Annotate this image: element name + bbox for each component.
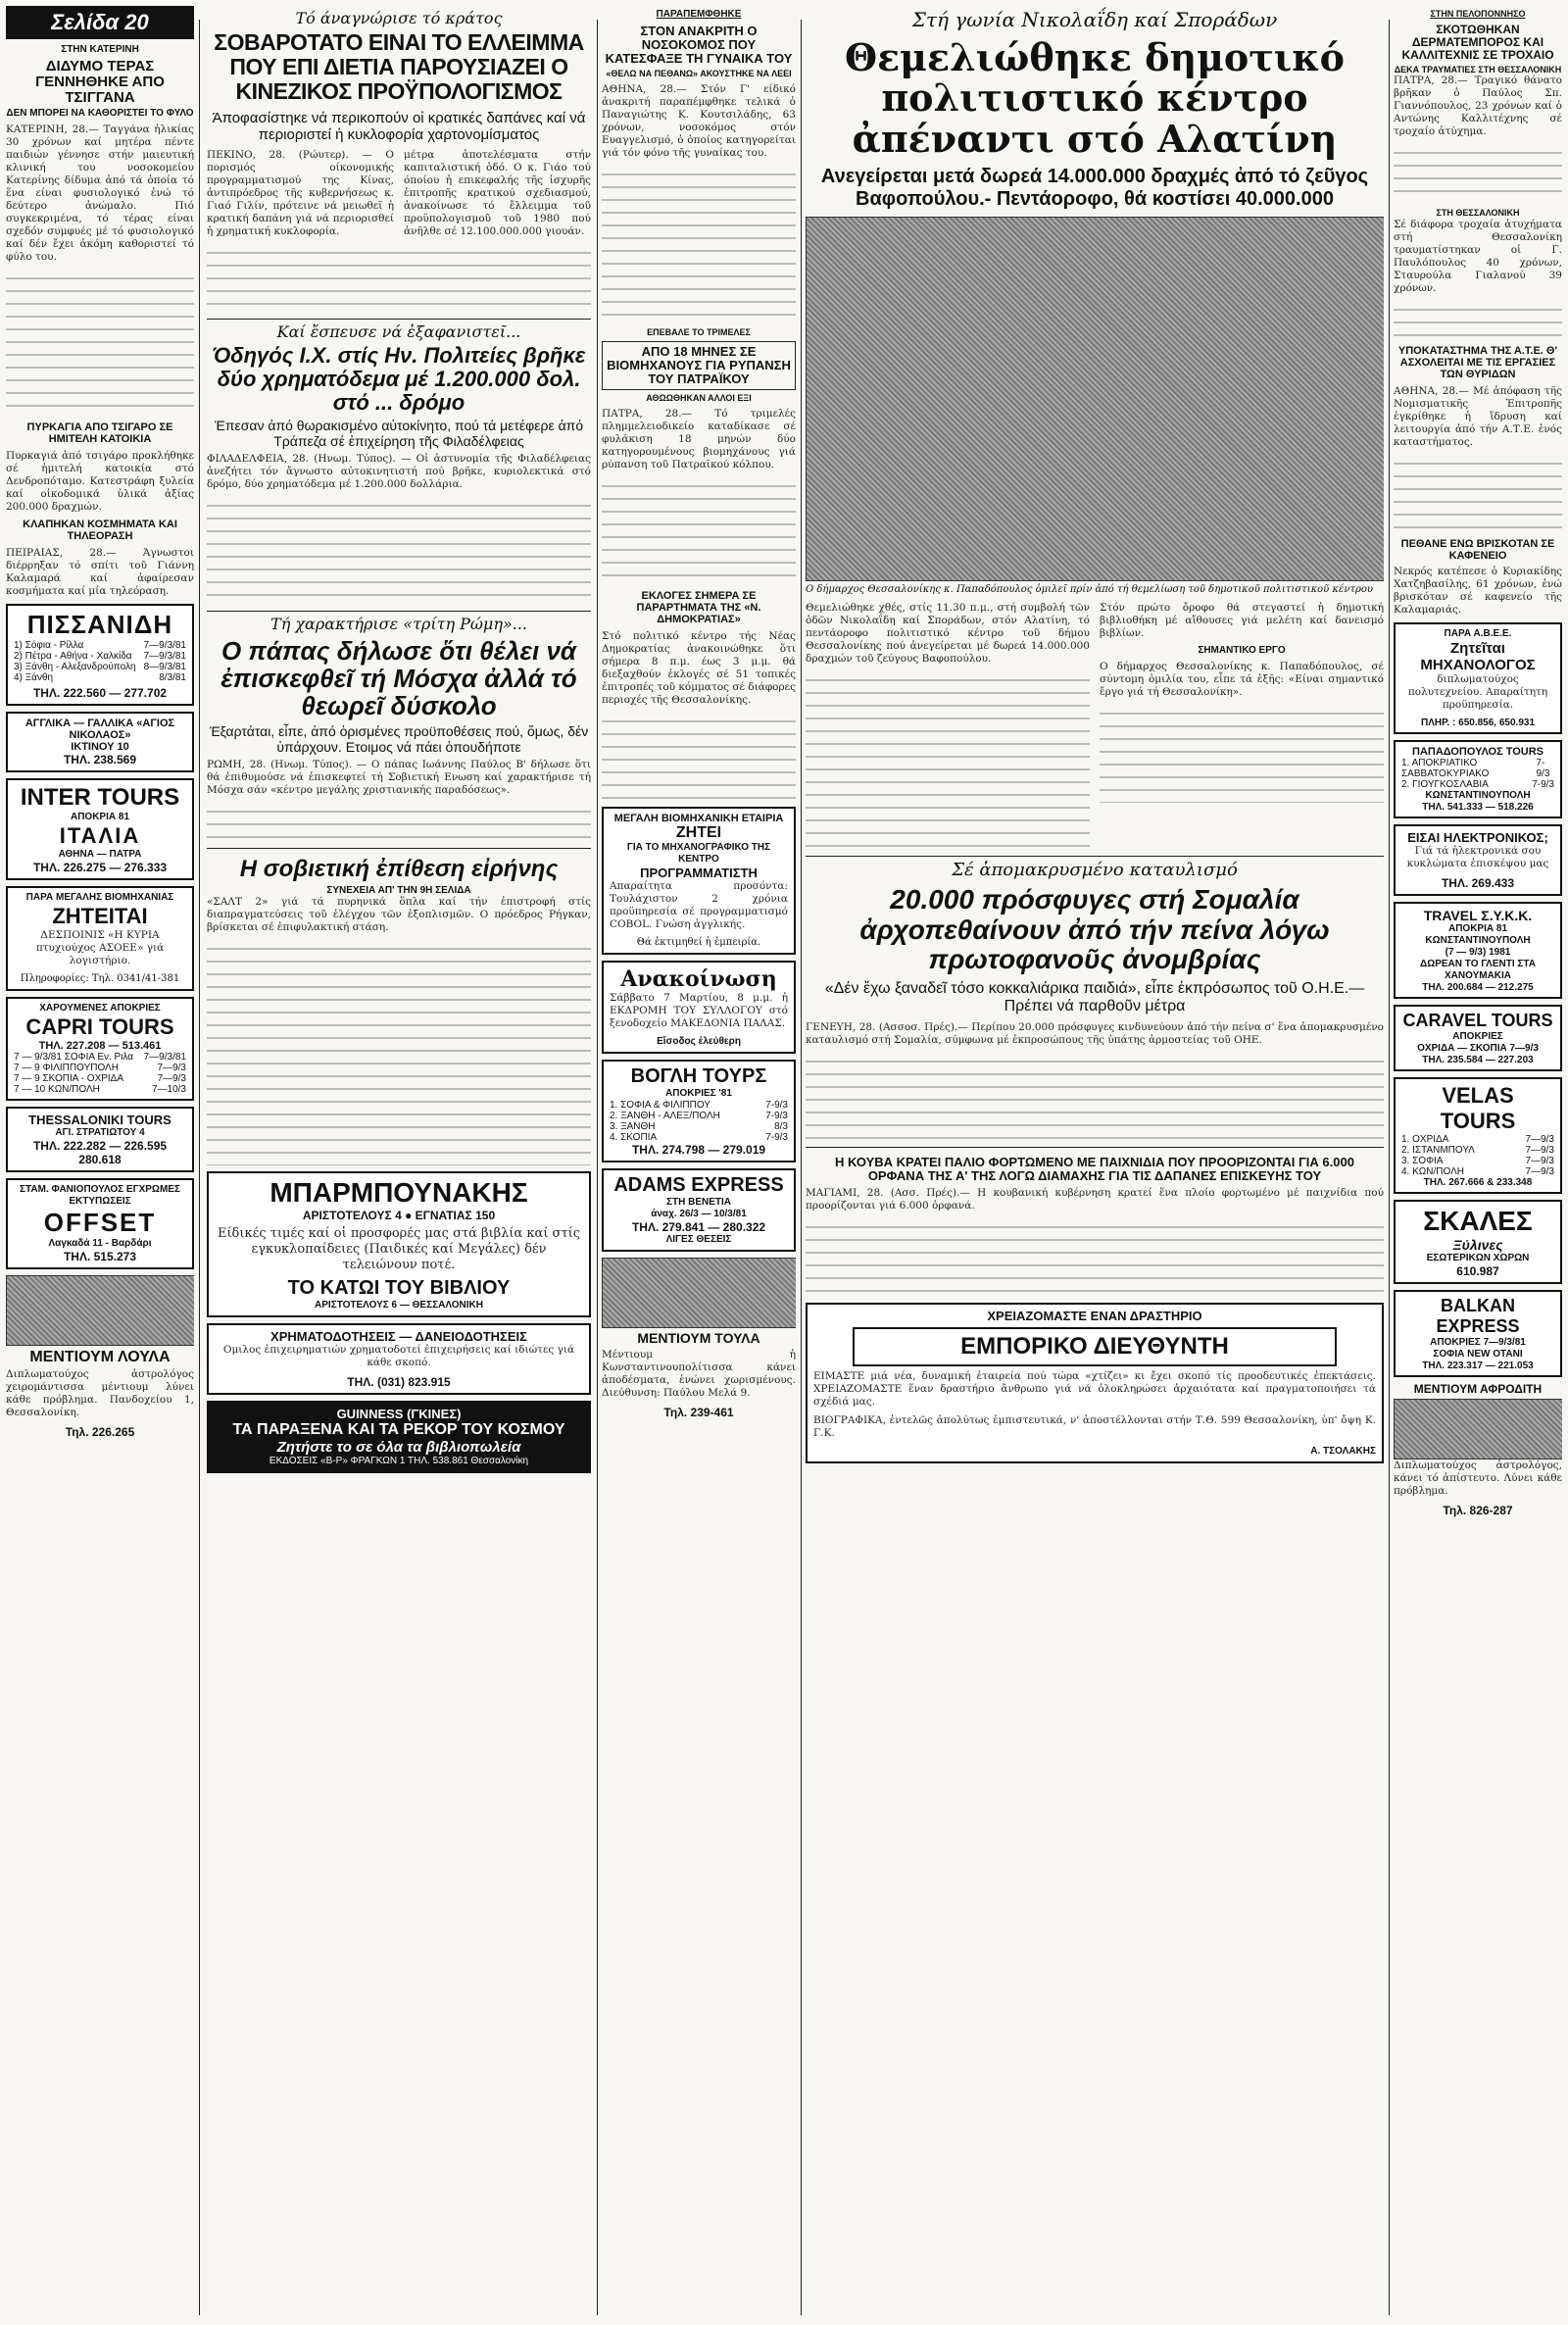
story-kicker: Τό άναγνώρισε τό κράτος	[295, 9, 503, 27]
ad-footer: ΕΚΔΟΣΕΙΣ «Β-Ρ» ΦΡΑΓΚΩΝ 1 ΤΗΛ. 538.861 Θεσσαλονίκη	[269, 1456, 529, 1467]
story-kicker: Καί ἔσπευσε νά ἐξαφανιστεῖ...	[276, 322, 521, 341]
route-dates: 7-9/3	[765, 1131, 788, 1143]
story-headline: Η ΚΟΥΒΑ ΚΡΑΤΕΙ ΠΑΛΙΟ ΦΟΡΤΩΜΕΝΟ ΜΕ ΠΑΙΧΝΙΔΙΑ ΠΟΥ ΠΡΟΟΡΙΖΟΝΤΑΙ ΓΙΑ 6.000 ΟΡΦΑΝΑ ΤΗΣ Α' ΤΗΣ ΛΟΓΩ ΔΙΑΜΑΧΗΣ ΓΙΑ ΤΙΣ ΔΑΠΑΝΕΣ ΕΠΙΣΚΕΥΗΣ ΤΟΥ	[835, 1155, 1354, 1184]
ad-body: ΕΙΜΑΣΤΕ μιά νέα, δυναμική ἑταιρεία πού τώρα «χτίζει» κι ἔχει σκοπό τίς προοδευτικές ἐπεκτάσεις. ΧΡΕΙΑΖΟΜΑΣΤΕ ἕναν δραστήριο ἄνθρωπο γιά νά ὀλοκληρώσει ἀρχαιότατα καί πραγματοποιήσει τά σχέδιά μας.	[813, 1370, 1376, 1409]
column-rule	[1389, 20, 1390, 2315]
story-body-filler	[602, 166, 796, 322]
ad-body: Ομιλος ἐπιχειρηματιών χρηματοδοτεί ἐπιχειρήσεις καί ιδιώτες γιά κάθε σκοπό.	[222, 1344, 575, 1369]
ad-line: (7 — 9/3) 1981	[1445, 947, 1511, 959]
ad-title: Ανακοίνωση	[620, 965, 777, 992]
ad-line: ΣΤΗ ΒΕΝΕΤΙΑ	[665, 1196, 731, 1208]
ad-body: ΒΙΟΓΡΑΦΙΚΑ, ἐντελῶς ἀπολύτως ἐμπιστευτικά, ν' ἀποστέλλονται στήν Τ.Θ. 599 Θεσσαλονίκη, ὑπ' ὄψη Κ. Γ.Κ.	[813, 1414, 1376, 1440]
ad-phone: ΤΗΛ. 227.208 — 513.461	[38, 1039, 162, 1052]
story-headline: ΣΤΟΝ ΑΝΑΚΡΙΤΗ Ο ΝΟΣΟΚΟΜΟΣ ΠΟΥ ΚΑΤΕΣΦΑΞΕ ΤΗ ΓΥΝΑΙΚΑ ΤΟΥ	[605, 23, 793, 66]
ad-line: ΚΩΝΣΤΑΝΤΙΝΟΥΠΟΛΗ	[1425, 790, 1531, 802]
ad-phone: ΤΗΛ. 235.584 — 227.203	[1422, 1055, 1534, 1066]
ad-guinness	[207, 1401, 591, 1473]
column-5	[1394, 0, 1562, 2325]
ad-title: ΕΙΣΑΙ ΗΛΕΚΤΡΟΝΙΚΟΣ;	[1407, 830, 1548, 846]
story-body-filler	[1394, 455, 1562, 533]
story-body-filler	[1394, 301, 1562, 340]
story-somalia	[806, 856, 1384, 1141]
story-tag: ΠΑΡΑΠΕΜΦΘΗΚΕ	[656, 9, 742, 20]
ad-phone: ΤΗΛ. (031) 823.915	[347, 1375, 451, 1390]
ad-phone: Τηλ. 226.265	[65, 1424, 135, 1439]
ad-address: ΑΡΙΣΤΟΤΕΛΟΥΣ 6 — ΘΕΣΣΑΛΟΝΙΚΗ	[315, 1300, 483, 1311]
story-body: ΠΕΙΡΑΙΑΣ, 28.— Άγνωστοι διέρρηξαν τό σπίτι τοῦ Γιάννη Καλαμαρά καί ἀφαίρεσαν κοσμήματα καί μία τηλεόραση.	[6, 546, 194, 597]
route-dates: 7—9/3	[1525, 1166, 1554, 1178]
route-row	[1401, 779, 1554, 790]
route-row	[610, 1132, 788, 1143]
ad-title: ΣΚΑΛΕΣ	[1423, 1206, 1533, 1237]
ad-body: διπλωματούχος πολυτεχνείου. Απαραίτητη προϋπηρεσία.	[1407, 673, 1548, 712]
route-list	[14, 640, 186, 683]
ad-title: ADAMS EXPRESS	[613, 1173, 784, 1196]
story-body-filler	[806, 671, 1090, 848]
ad-line: ΤΑ ΠΑΡΑΞΕΝΑ ΚΑΙ ΤΑ ΡΕΚΟΡ ΤΟΥ ΚΟΣΜΟΥ	[232, 1421, 565, 1439]
route-row	[14, 1073, 186, 1084]
story-headline: ΠΥΡΚΑΓΙΑ ΑΠΟ ΤΣΙΓΑΡΟ ΣΕ ΗΜΙΤΕΛΗ ΚΑΤΟΙΚΙΑ	[26, 421, 173, 446]
route-dates: 7—9/3	[157, 1072, 186, 1084]
story-body: ΠΑΤΡΑ, 28.— Τό τριμελές πλημμελειοδικείο καταδίκασε σέ φυλάκιση 18 μηνών δύο κατηγορουμένους βιομηχάνους γιά ρύπανση τοῦ Πατραϊκού κόλπου.	[602, 408, 796, 471]
story-kicker: ΕΠΕΒΑΛΕ ΤΟ ΤΡΙΜΕΛΕΣ	[647, 326, 751, 337]
ad-role: ΠΡΟΓΡΑΜΜΑΤΙΣΤΗ	[640, 865, 758, 880]
route-name: 7 — 9 ΦΙΛΙΠΠΟΥΠΟΛΗ	[14, 1062, 119, 1073]
route-dates: 8—9/3/81	[143, 661, 186, 672]
route-row	[14, 651, 186, 662]
ad-phone: ΤΗΛ. 279.841 — 280.322	[631, 1219, 766, 1234]
story-subhead: ΣΗΜΑΝΤΙΚΟ ΕΡΓΟ	[1198, 644, 1286, 656]
story-fire	[6, 422, 194, 514]
ad-title: ΜΕΝΤΙΟΥΜ ΛΟΥΛΑ	[29, 1348, 171, 1365]
ad-title: ΖΗΤΕΙ	[675, 823, 722, 841]
ad-offset	[6, 1178, 194, 1269]
ad-footer: Εἴσοδος ἐλεύθερη	[657, 1035, 741, 1047]
ad-address: ΑΡΙΣΤΟΤΕΛΟΥΣ 4 ● ΕΓΝΑΤΙΑΣ 150	[302, 1209, 496, 1223]
ad-velas-tours	[1394, 1077, 1562, 1194]
ad-title: ΕΜΠΟΡΙΚΟ ΔΙΕΥΘΥΝΤΗ	[853, 1327, 1337, 1366]
ad-body: Σάββατο 7 Μαρτίου, 8 μ.μ. ἡ ΕΚΔΡΟΜΗ ΤΟΥ ΣΥΛΛΟΓΟΥ στό ξενοδοχείο ΜΑΚΕΔΟΝΙΑ ΠΑΛΑΣ.	[610, 991, 788, 1029]
route-dates: 7—9/3	[1525, 1156, 1554, 1167]
story-body: ΦΙΛΑΔΕΛΦΕΙΑ, 28. (Ηνωμ. Τύπος). — Οἱ ἀστυνομία τῆς Φιλαδέλφειας ἀνεζήτει τόν ἄγνωστο αὐτοκινητιστή πού βρῆκε, κυριολεκτικά στό δρόμο, δύο χρηματόδεμα μέ 1.200.000 δολλάρια.	[207, 453, 591, 491]
ad-barbounakis	[207, 1171, 591, 1317]
route-row	[610, 1121, 788, 1132]
ad-signature: Α. ΤΣΟΛΑΚΗΣ	[1310, 1446, 1376, 1458]
ad-adams-express	[602, 1168, 796, 1252]
portrait-photo	[602, 1258, 796, 1328]
route-name: 4. ΣΚΟΠΙΑ	[610, 1131, 658, 1143]
route-list	[14, 1052, 186, 1095]
ad-phone: ΤΗΛ. 274.798 — 279.019	[631, 1142, 766, 1157]
ad-address: Λαγκαδά 11 - Βαρδάρι	[48, 1237, 152, 1249]
ad-line: ΑΠΟΚΡΙΕΣ 7—9/3/81	[1430, 1337, 1526, 1349]
route-row	[1401, 1166, 1554, 1177]
story-headline: ΥΠΟΚΑΤΑΣΤΗΜΑ ΤΗΣ Α.Τ.Ε. Θ' ΑΣΧΟΛΕΙΤΑΙ ΜΕ ΤΙΣ ΕΡΓΑΣΙΕΣ ΤΩΝ ΘΥΡΙΔΩΝ	[1397, 345, 1558, 380]
route-name: 7 — 9/3/81 ΣΟΦΙΑ Εν. Ριλα	[14, 1051, 134, 1063]
story-subhead: Έξαρτάται, εἶπε, ἀπό ὁρισμένες προϋποθέσεις πού, ὅμως, δέν ὑπάρχουν. Ετοιμος νά πάει ὁπουδήποτε	[209, 722, 589, 755]
route-row	[1401, 1156, 1554, 1166]
story-body: ΡΩΜΗ, 28. (Ηνωμ. Τύπος). — Ο πάπας Ιωάννης Παύλος Β' δήλωσε ὅτι θά ἐπιθυμούσε νά ἐπισκεφτεί τή Σοβιετική Ενωση καί χαρακτήρισε τή Μόσχα σάν «κέντρο μεγάλης χριστιανικής παραδόσεως».	[207, 758, 591, 796]
ad-phone: Πληροφορίες: Τηλ. 0341/41-381	[20, 972, 180, 984]
story-body: ΚΑΤΕΡΙΝΗ, 28.— Ταγγάνα ἡλικίας 30 χρόνων καί μητέρα πέντε παιδιών γέννησε στήν μαιευτική κλινική του νοσοκομείου Κατερίνης δίδυμα ἀπό τά ὁποία τό ἕνα είναι φυσιολογικό ἐνώ τό δεύτερο ἀνώμαλο. Πιό συγκεκριμένα, τό τέρας είναι σχεδόν συμφυές μέ τό φυσιολογικό καί δέν ἔχει ἀκόμη καθοριστεί τό φύλο του.	[6, 124, 194, 264]
ad-title: CAPRI TOURS	[25, 1014, 174, 1039]
story-subhead: Έπεσαν ἀπό θωρακισμένο αὐτοκίνητο, πού τά μετέφερε ἀπό Τράπεζα σέ ἐπιχείρηση τῆς Φιλαδέλφειας	[214, 418, 584, 450]
ad-title: ΠΙΣΣΑΝΙΔΗ	[26, 609, 173, 639]
ad-line: ἀναχ. 26/3 — 10/3/81	[651, 1208, 747, 1219]
ad-footer: Θά ἐκτιμηθεί ἡ ἐμπειρία.	[636, 936, 761, 948]
ad-papadopoulos-tours	[1394, 740, 1562, 818]
route-dates: 7—9/3/81	[143, 650, 186, 662]
ad-mentium-afroditi	[1394, 1383, 1562, 1517]
story-body-filler	[207, 244, 591, 313]
story-subhead: «ΘΕΛΩ ΝΑ ΠΕΘΑΝΩ» ΑΚΟΥΣΤΗΚΕ ΝΑ ΛΕΕΙ	[606, 68, 792, 78]
route-name: 4) Ξάνθη	[14, 671, 54, 683]
ad-kicker: ΣΤΑΜ. ΦΑΝΙΟΠΟΥΛΟΣ ΕΓΧΡΩΜΕΣ ΕΚΤΥΠΩΣΕΙΣ	[20, 1183, 180, 1207]
story-body: ΑΘΗΝΑ, 28.— Στόν Γ' είδικό ἀνακριτή παραπέμφθηκε τελικά ὁ Παναγιώτης Κ. Κουτσιλάδης, 63 χρόνων, νοσοκόμος στόν Ευαγγελισμό, ὁ ὁποίος κατηγορείται γιά τόν φόνο τῆς γυναίκας του.	[602, 82, 796, 159]
story-headline: ΣΟΒΑΡΟΤΑΤΟ ΕΙΝΑΙ ΤΟ ΕΛΛΕΙΜΜΑ ΠΟΥ ΕΠΙ ΔΙΕΤΙΑ ΠΑΡΟΥΣΙΑΖΕΙ Ο ΚΙΝΕΖΙΚΟΣ ΠΡΟΫΠΟΛΟΓΙΣΜΟΣ	[214, 29, 584, 104]
ad-agios-nikolaos	[6, 712, 194, 772]
story-kicker: ΣΥΝΕΧΕΙΑ ΑΠ' ΤΗΝ 9Η ΣΕΛΙΔΑ	[326, 884, 471, 896]
route-dates: 7-9/3	[1532, 779, 1554, 791]
story-body: ΠΑΤΡΑ, 28.— Τραγικό θάνατο βρῆκαν ὁ Παύλος Σπ. Γιαννόπουλος, 23 χρόνων καί ὁ Αντώνης Καλλιτέχνης σέ τροχαίο ἀτύχημα.	[1394, 74, 1562, 138]
ad-caravel-tours	[1394, 1005, 1562, 1071]
route-row	[610, 1100, 788, 1111]
story-body: Στό πολιτικό κέντρο τής Νέας Δημοκρατίας ἀνακοινώθηκε ὅτι σήμερα 8 π.μ. έως 3 μ.μ. θά διεξαχθούν ἐκλογές σέ 51 τοπικές ἐπιτροπές τοῦ κόμματος σέ διάφορες περιοχές τῆς Θεσσαλονίκης.	[602, 629, 796, 706]
story-headline: 20.000 πρόσφυγες στή Σομαλία ἀρχοπεθαίνουν ἀπό τήν πείνα λόγω πρωτοφανοῦς ἀνομβρίας	[859, 884, 1330, 974]
story-subhead: Ανεγείρεται μετά δωρεά 14.000.000 δραχμές ἀπό τό ζεῦγος Βαφοπούλου.- Πεντάοροφο, θά κοστίσει 40.000.000	[820, 165, 1369, 210]
ad-inter-tours	[6, 778, 194, 880]
route-dates: 7-9/3	[765, 1099, 788, 1111]
ad-line: ΣΟΦΙΑ NEW OTANI	[1433, 1349, 1523, 1360]
story-body: Πυρκαγιά ἀπό τσιγάρο προκλήθηκε σέ ἡμιτελή κατοικία στό Δενδροπόταμο. Κατεστράφη ξυλεία καί οἰκοδομικά ὑλικά ἀξίας 200.000 δραχμών.	[6, 449, 194, 513]
ad-title: INTER TOURS	[20, 783, 180, 811]
ad-line: ΑΠΟΚΡΙΕΣ	[1452, 1031, 1503, 1043]
column-2	[207, 0, 591, 2325]
ad-title: OFFSET	[43, 1207, 157, 1237]
story-body-filler	[806, 1053, 1384, 1141]
ad-vogli-tours	[602, 1060, 796, 1162]
story-body-col	[1100, 602, 1384, 848]
story-headline: Όδηγός Ι.Χ. στίς Ην. Πολιτείες βρῆκε δύο χρηματόδεμα μέ 1.200.000 δολ. στό ... δρόμο	[212, 343, 586, 415]
story-kicker: Τή χαρακτήρισε «τρίτη Ρώμη»...	[270, 615, 527, 634]
story-body-columns	[806, 602, 1384, 848]
story-cuba	[806, 1147, 1384, 1297]
route-row	[610, 1111, 788, 1121]
route-dates: 7—9/3/81	[143, 639, 186, 651]
ad-title: BALKAN EXPRESS	[1436, 1296, 1520, 1337]
ad-title: ΖΗΤΕΙΤΑΙ	[52, 903, 148, 928]
photo-caption: Ο δήμαρχος Θεσσαλονίκης κ. Παπαδόπουλος ὁμιλεῖ πρίν ἀπό τή θεμελίωση τοῦ δημοτικοῦ πολιτιστικοῦ κέντρου	[806, 583, 1373, 595]
ad-phone: ΤΗΛ. 515.273	[63, 1249, 137, 1263]
story-headline: Η σοβιετική ἐπίθεση εἰρήνης	[239, 855, 559, 882]
column-4	[806, 0, 1384, 2325]
story-body-columns	[207, 149, 591, 244]
story-soviet	[207, 848, 591, 1166]
route-name: 2. ΙΣΤΑΝΜΠΟΥΛ	[1401, 1145, 1475, 1157]
ad-line: ΔΩΡΕΑΝ ΤΟ ΓΛΕΝΤΙ ΣΤΑ ΧΑΝΟΥΜΑΚΙΑ	[1420, 959, 1536, 982]
route-row	[14, 640, 186, 651]
route-name: 4. ΚΩΝ/ΠΟΛΗ	[1401, 1166, 1464, 1178]
column-rule	[597, 20, 598, 2315]
ad-footer: ΛΙΓΕΣ ΘΕΣΕΙΣ	[665, 1233, 732, 1245]
ad-phone: 280.618	[78, 1152, 122, 1166]
story-body-col	[806, 602, 1090, 848]
column-rule	[199, 20, 200, 2315]
column-3	[602, 0, 796, 2325]
route-list	[610, 1100, 788, 1143]
story-body: Θεμελιώθηκε χθές, στίς 11.30 π.μ., στή συμβολή τῶν ὁδῶν Νικολαΐδη καί Σποράδων, στόν Αλατίνη, τό πεντάοροφο πολιτιστικό κέντρο τοῦ δήμου Θεσσαλονίκης πού ἀνεγείρεται μέ δωρεά 14.000.000 δραχμών τοῦ ζεύγους Βαφοπούλου.	[806, 601, 1090, 665]
ad-body: Γιά τά ἠλεκτρονικά σου κυκλώματα ἐπισκέψου μας	[1406, 845, 1549, 870]
ad-line: ΙΤΑΛΙΑ	[59, 822, 141, 848]
ad-slogan: ΤΟ ΚΑΤΩΙ ΤΟΥ ΒΙΒΛΙΟΥ	[287, 1277, 511, 1300]
story-body-filler	[207, 940, 591, 1165]
ad-mentium-loula	[6, 1275, 194, 1439]
story-headline: ΣΚΟΤΩΘΗΚΑΝ ΔΕΡΜΑΤΕΜΠΟΡΟΣ ΚΑΙ ΚΑΛΛΙΤΕΧΝΙΣ ΣΕ ΤΡΟΧΑΙΟ	[1401, 22, 1554, 62]
ad-title: CARAVEL TOURS	[1402, 1011, 1553, 1031]
story-subhead: «Δέν ἔχω ξαναδεῖ τόσο κοκκαλιάρικα παιδιά», εἶπε ἐκπρόσωπος τοῦ Ο.Η.Ε.— Πρέπει νά παρθοῦν μέτρα	[824, 980, 1365, 1015]
ad-zitite	[6, 886, 194, 991]
route-name: 3. ΞΑΝΘΗ	[610, 1120, 656, 1132]
ad-phone: ΤΗΛ. 200.684 — 212.275	[1422, 982, 1534, 994]
ad-phone: ΤΗΛ. 226.275 — 276.333	[32, 860, 168, 874]
story-body: Νεκρός κατέπεσε ὁ Κυριακίδης Χατζηβασίλης, 61 χρόνων, ἐνώ βρισκόταν σέ καφενείο τῆς Καλαμαριάς.	[1394, 566, 1562, 617]
story-body: ΜΑΓΙΑΜΙ, 28. (Ασσ. Πρές).— Η κουβανική κυβέρνηση κρατεί ἕνα πλοίο φορτωμένο μέ παιχνίδια πού προορίζονται γιά 6.000 ὀρφανά.	[806, 1187, 1384, 1212]
ad-phone: Τηλ. 239-461	[663, 1405, 734, 1419]
route-list	[1401, 1134, 1554, 1177]
ad-line: ΑΠΟΚΡΙΑ 81	[1447, 923, 1507, 935]
ad-title: ΒΟΓΛΗ ΤΟΥΡΣ	[630, 1064, 767, 1087]
route-row	[14, 1084, 186, 1095]
ad-address: ΙΚΤΙΝΟΥ 10	[71, 740, 129, 753]
story-body: Σέ διάφορα τροχαία ἀτυχήματα στή Θεσσαλονίκη τραυματίστηκαν οἱ Γ. Παυλόπουλος 40 χρόνων, Σταυρούλα Γιαλανού 39 χρόνων.	[1394, 219, 1562, 295]
ad-kicker: ΧΑΡΟΥΜΕΝΕΣ ΑΠΟΚΡΙΕΣ	[39, 1002, 161, 1014]
story-body: Στόν πρώτο ὄροφο θά στεγαστεί ἡ δημοτική βιβλιοθήκη μέ αἴθουσες γιά μελέτη καί δανεισμό βιβλίων.	[1100, 601, 1384, 639]
story-subhead: ΔΕΝ ΜΠΟΡΕΙ ΝΑ ΚΑΘΟΡΙΣΤΕΙ ΤΟ ΦΥΛΟ	[6, 108, 194, 120]
route-name: 3) Ξάνθη - Αλεξανδρούπολη	[14, 661, 136, 672]
story-body-filler	[602, 713, 796, 801]
story-body-filler	[1394, 144, 1562, 203]
column-1	[6, 0, 194, 2325]
story-body: Ο δήμαρχος Θεσσαλονίκης κ. Παπαδόπουλος, σέ σύντομη ὁμιλία του, εἶπε τά ἑξῆς: «Είναι σημαντικό ἔργο γιά τή Θεσσαλονίκη».	[1100, 660, 1384, 698]
route-name: 1) Σόφια - Ρίλλα	[14, 639, 84, 651]
ad-skales	[1394, 1200, 1562, 1284]
ad-industry	[602, 807, 796, 955]
story-body: ΓΕΝΕΥΗ, 28. (Ασσοσ. Πρές).— Περίπου 20.000 πρόσφυγες κινδυνεύουν ἀπό τήν πείνα σ' ἕνα ἀπομακρυσμένο καταυλισμό στή Σομαλία, σύμφωνα μέ ἐκπροσώπους τῆς ὑπάτης ἀρμοστείας τοῦ ΟΗΕ.	[806, 1021, 1384, 1047]
route-dates: 7-9/3	[765, 1110, 788, 1121]
route-name: 7 — 10 ΚΩΝ/ΠΟΛΗ	[14, 1083, 100, 1095]
ad-body: Απαραίτητα προσόντα: Τουλάχιστον 2 χρόνια προϋπηρεσία σέ προγραμματισμό COBOL. Γνώση ἀγγλικής.	[610, 879, 788, 930]
story-body-filler	[207, 803, 591, 842]
ad-electronics	[1394, 824, 1562, 896]
route-row	[1401, 758, 1554, 779]
ad-title: ΜΕΝΤΙΟΥΜ ΤΟΥΛΑ	[637, 1329, 760, 1346]
ad-line: ΕΣΩΤΕΡΙΚΩΝ ΧΩΡΩΝ	[1426, 1253, 1530, 1264]
ad-title: THESSALONIKI TOURS	[28, 1112, 172, 1127]
story-body-filler	[602, 477, 796, 585]
ad-phone: Τηλ. 826-287	[1443, 1504, 1513, 1518]
ad-phone: ΤΗΛ. 223.317 — 221.053	[1422, 1360, 1534, 1372]
story-tag: ΣΤΗΝ ΠΕΛΟΠΟΝΝΗΣΟ	[1430, 9, 1526, 19]
ad-phone: ΤΗΛ. 222.282 — 226.595	[32, 1138, 168, 1153]
route-dates: 7—9/3	[1525, 1134, 1554, 1146]
ad-line: Ζητήστε το σε όλα τα βιβλιοπωλεία	[276, 1439, 521, 1457]
route-dates: 8/3/81	[159, 671, 186, 683]
route-name: 2) Πέτρα - Αθήνα - Χαλκίδα	[14, 650, 132, 662]
ad-title: VELAS TOURS	[1440, 1083, 1516, 1134]
story-body: μέτρα ἀποτελέσματα στήν καπιταλιστική ὁδό. Ο κ. Γιάο τού όποίου ἡ επικεφαλής τῆς ἰσχυρῆς ἐπιτροπῆς κρατικού σχεδιασμού, ἀνακοίνωσε τό ἔλλειμμα τοῦ προϋπολογισμοῦ τοῦ 1980 πού ἀνῆλθε σέ 12.100.000.000 γιουάν.	[404, 148, 591, 237]
ad-line: ΚΩΝΣΤΑΝΤΙΝΟΥΠΟΛΗ	[1425, 935, 1531, 947]
story-katerini	[6, 45, 194, 417]
column-rule	[801, 20, 802, 2315]
ad-loans	[207, 1323, 591, 1395]
story-kicker: ΣΤΗ ΘΕΣΣΑΛΟΝΙΚΗ	[1436, 208, 1520, 219]
route-row	[1401, 1134, 1554, 1145]
route-row	[14, 1063, 186, 1073]
ad-phone: ΤΗΛ. 269.433	[1441, 876, 1515, 891]
story-body-filler	[6, 270, 194, 417]
ad-title: GUINNESS (ΓΚΙΝΕΣ)	[336, 1407, 462, 1422]
ad-line: ΑΘΗΝΑ — ΠΑΤΡΑ	[58, 848, 142, 860]
route-row	[1401, 1145, 1554, 1156]
ad-balkan-express	[1394, 1290, 1562, 1377]
ad-title: ΜΠΑΡΜΠΟΥΝΑΚΗΣ	[270, 1177, 528, 1209]
route-dates: 7—9/3	[157, 1062, 186, 1073]
story-kicker: Σέ ἀπομακρυσμένο καταυλισμό	[952, 859, 1238, 880]
route-row	[14, 662, 186, 672]
ad-commercial-director	[806, 1303, 1384, 1463]
ad-title: ΠΑΠΑΔΟΠΟΥΛΟΣ TOURS	[1411, 746, 1544, 759]
ad-kicker: ΠΑΡΑ ΜΕΓΑΛΗΣ ΒΙΟΜΗΧΑΝΙΑΣ	[25, 891, 174, 903]
ad-phone: ΠΛΗΡ. : 650.856, 650.931	[1420, 717, 1536, 729]
story-body-filler	[1100, 705, 1384, 803]
ad-title: TRAVEL Σ.Υ.Κ.Κ.	[1423, 908, 1533, 924]
ad-phone: ΤΗΛ. 267.666 & 233.348	[1423, 1177, 1533, 1189]
route-dates: 7-9/3	[1536, 758, 1550, 780]
ad-body: Διπλωματούχος ἀστρολόγος χειρομάντισσα μέντιουμ λύνει κάθε πρόβλημα. Πανδοχείου 1, Θεσσαλονίκη.	[6, 1367, 194, 1418]
story-body: «ΣΑΛΤ 2» γιά τά πυρηνικά ὅπλα καί τήν ἐπιστροφή στίς διαπραγματεύσεις τοῦ ἐλέγχου τῶν ἐξοπλισμῶν. Ο πρόεδρος Ρήγκαν, βρίσκεται σέ ἐπιφυλακτική στάση.	[207, 896, 591, 934]
ad-phone: 610.987	[1456, 1264, 1499, 1279]
route-name: 2. ΞΑΝΘΗ - ΑΛΕΞ/ΠΟΛΗ	[610, 1110, 720, 1121]
ad-phone: ΤΗΛ. 222.560 — 277.702	[32, 685, 168, 700]
ad-phone: ΤΗΛ. 238.569	[63, 752, 137, 767]
ad-announcement	[602, 961, 796, 1054]
route-name: 1. ΟΧΡΙΔΑ	[1401, 1134, 1449, 1146]
story-body-filler	[806, 1218, 1384, 1297]
route-dates: 7—9/3	[1525, 1145, 1554, 1157]
route-dates: 8/3	[774, 1120, 788, 1132]
ad-abee	[1394, 622, 1562, 734]
route-name: 1. ΑΠΟΚΡΙΑΤΙΚΟ ΣΑΒΒΑΤΟΚΥΡΙΑΚΟ	[1401, 758, 1490, 780]
ad-body: Διπλωματούχος ἀστρολόγος, κάνει τό ἀπίστευτο. Λύνει κάθε πρόβλημα.	[1394, 1459, 1562, 1498]
ad-thessaloniki-tours	[6, 1107, 194, 1172]
story-driver	[207, 319, 591, 606]
story-pope	[207, 611, 591, 842]
ceremony-photo	[806, 217, 1384, 581]
story-headline: ΚΛΑΠΗΚΑΝ ΚΟΣΜΗΜΑΤΑ ΚΑΙ ΤΗΛΕΟΡΑΣΗ	[23, 518, 177, 542]
ad-body: Μέντιουμ ἡ Κωνσταντινουπολίτισσα κάνει ἀποδέσματα, ἑνώνει χωρισμένους. Διεύθυνση: Παύλου Μελά 9.	[602, 1348, 796, 1399]
ad-title: ΧΡΗΜΑΤΟΔΟΤΗΣΕΙΣ — ΔΑΝΕΙΟΔΟΤΗΣΕΙΣ	[270, 1329, 527, 1345]
story-subhead: Άποφασίστηκε νά περικοπούν οἱ κρατικές δαπάνες καί νά περιοριστεί ἡ κυκλοφορία χαρτονομίσματος	[212, 109, 586, 143]
story-kicker: ΣΤΗΝ ΚΑΤΕΡΙΝΗ	[61, 44, 139, 55]
story-headline: ΑΠΟ 18 ΜΗΝΕΣ ΣΕ ΒΙΟΜΗΧΑΝΟΥΣ ΓΙΑ ΡΥΠΑΝΣΗ ΤΟΥ ΠΑΤΡΑΪΚΟΥ	[602, 341, 796, 390]
ad-sub: Ξύλινες	[1452, 1237, 1503, 1254]
ad-kicker: ΧΡΕΙΑΖΟΜΑΣΤΕ ΕΝΑΝ ΔΡΑΣΤΗΡΙΟ	[987, 1309, 1202, 1324]
portrait-photo	[1394, 1399, 1562, 1459]
route-name: 3. ΣΟΦΙΑ	[1401, 1156, 1444, 1167]
route-row	[14, 1052, 186, 1063]
story-headline: ΔΙΔΥΜΟ ΤΕΡΑΣ ΓΕΝΝΗΘΗΚΕ ΑΠΟ ΤΣΙΓΓΑΝΑ	[35, 57, 165, 107]
portrait-photo	[6, 1275, 194, 1346]
story-theft	[6, 519, 194, 598]
route-row	[14, 672, 186, 683]
ad-line: ΟΧΡΙΔΑ — ΣΚΟΠΙΑ 7—9/3	[1417, 1043, 1539, 1055]
route-name: 7 — 9 ΣΚΟΠΙΑ - ΟΧΡΙΔΑ	[14, 1072, 124, 1084]
ad-title: ΑΓΓΛΙΚΑ — ΓΑΛΛΙΚΑ «ΑΓΙΟΣ ΝΙΚΟΛΑΟΣ»	[24, 717, 175, 741]
story-body: ΠΕΚΙΝΟ, 28. (Ρώυτερ). — Ο πορισμός οίκονομικής προγραμματισμού της Κίνας, ἀντιπρόεδρος τῆς κυβερνήσεως κ. Γιαό Γιλίν, πρότεινε νά μειωθεῖ ἡ κρατική δαπάνη γιά νά περιορισθεί ἡ χρηματική κυκλοφορία.	[207, 148, 394, 237]
story-subhead: ΔΕΚΑ ΤΡΑΥΜΑΤΙΕΣ ΣΤΗ ΘΕΣΣΑΛΟΝΙΚΗ	[1394, 64, 1562, 74]
ad-title: ΜΕΝΤΙΟΥΜ ΑΦΡΟΔΙΤΗ	[1413, 1382, 1543, 1397]
ad-kicker: ΜΕΓΑΛΗ ΒΙΟΜΗΧΑΝΙΚΗ ΕΤΑΙΡΙΑ	[613, 812, 784, 824]
route-dates: 7—9/3/81	[143, 1051, 186, 1063]
route-list	[1401, 758, 1554, 790]
ad-address: ΑΓΙ. ΣΤΡΑΤΙΩΤΟΥ 4	[55, 1126, 145, 1138]
ad-kicker: ΠΑΡΑ Α.Β.Ε.Ε.	[1444, 628, 1512, 640]
ad-mentium-toula	[602, 1258, 796, 1419]
route-name: 1. ΣΟΦΙΑ & ΦΙΛΙΠΠΟΥ	[610, 1099, 710, 1111]
ad-body: Είδικές τιμές καί οἱ προσφορές μας στά βιβλία καί στίς εγκυκλοπαίδειες (Παιδικές καί Μεγάλες) δέν τελειώνουν ποτέ.	[217, 1226, 581, 1273]
ad-pissanidi	[6, 604, 194, 706]
route-name: 2. ΓΙΟΥΓΚΟΣΛΑΒΙΑ	[1401, 779, 1489, 791]
ad-line: ΑΠΟΚΡΙΑ 81	[70, 811, 129, 822]
ad-line: ΓΙΑ ΤΟ ΜΗΧΑΝΟΓΡΑΦΙΚΟ ΤΗΣ ΚΕΝΤΡΟ	[626, 841, 771, 865]
ad-title: Ζητεῖται ΜΗΧΑΝΟΛΟΓΟΣ	[1420, 640, 1536, 674]
story-headline: ΕΚΛΟΓΕΣ ΣΗΜΕΡΑ ΣΕ ΠΑΡΑΡΤΗΜΑΤΑ ΤΗΣ «Ν. ΔΗΜΟΚΡΑΤΙΑΣ»	[636, 590, 761, 625]
story-body: ΑΘΗΝΑ, 28.— Μέ ἀπόφαση τῆς Νομισματικῆς Ἐπιτροπῆς ἐγκρίθηκε ἡ ἵδρυση καί λειτουργία ἀπό τήν Α.Τ.Ε. ἑνός καταστήματος.	[1394, 384, 1562, 448]
ad-capri-tours	[6, 997, 194, 1101]
page-label: Σελίδα 20	[6, 6, 194, 39]
ad-body: ΔΕΣΠΟΙΝΙΣ «Η ΚΥΡΙΑ πτυχιούχος ΑΣΟΕΕ» γιά λογιστήριο.	[35, 928, 165, 966]
story-headline: Θεμελιώθηκε δημοτικό πολιτιστικό κέντρο ἀπέναντι στό Αλατίνη	[844, 34, 1346, 162]
ad-travel-sykk	[1394, 902, 1562, 999]
story-headline: Ο πάπας δήλωσε ὅτι θέλει νά ἐπισκεφθεῖ τή Μόσχα ἀλλά τό θεωρεῖ δύσκολο	[220, 635, 577, 720]
route-dates: 7—10/3	[151, 1083, 186, 1095]
ad-sub: ΑΠΟΚΡΙΕΣ '81	[665, 1087, 732, 1099]
ad-phone: ΤΗΛ. 541.333 — 518.226	[1422, 802, 1534, 814]
story-body-filler	[207, 497, 591, 605]
story-headline: ΠΕΘΑΝΕ ΕΝΩ ΒΡΙΣΚΟΤΑΝ ΣΕ ΚΑΦΕΝΕΙΟ	[1400, 537, 1555, 562]
story-kicker: Στή γωνία Νικολαΐδη καί Σποράδων	[911, 8, 1278, 31]
story-subhead: ΑΘΩΩΘΗΚΑΝ ΑΛΛΟΙ ΕΞΙ	[646, 393, 752, 404]
